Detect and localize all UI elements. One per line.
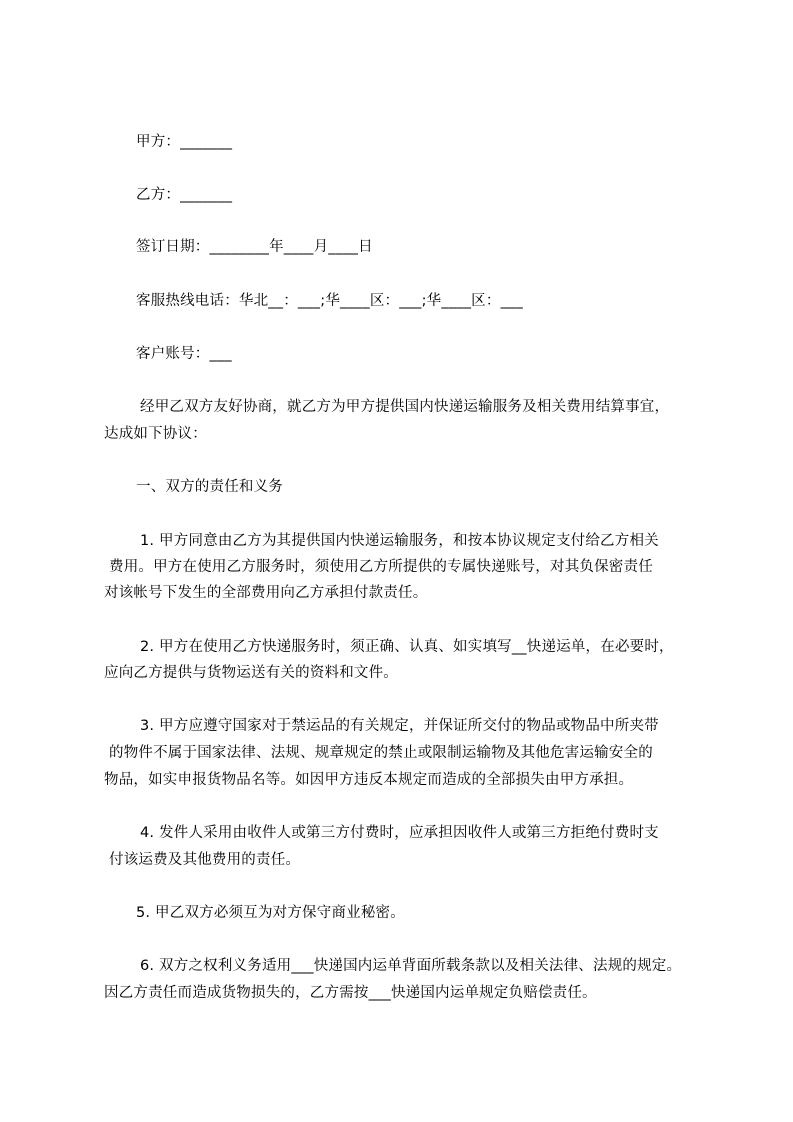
clause-3-line-1: 3. 甲方应遵守国家对于禁运品的有关规定，并保证所交付的物品或物品中所夹带 xyxy=(140,718,659,734)
clause-6-line-2: 因乙方责任而造成货物损失的，乙方需按___快递国内运单规定负赔偿责任。 xyxy=(104,985,597,1001)
hotline-field: 客服热线电话：华北__：___;华____区：___;华____区：___ xyxy=(136,293,523,309)
clause-1-line-1: 1. 甲方同意由乙方为其提供国内快递运输服务，和按本协议规定支付给乙方相关 xyxy=(140,533,659,549)
intro-paragraph-line-2: 达成如下协议： xyxy=(104,426,207,442)
clause-2-line-1: 2. 甲方在使用乙方快递服务时，须正确、认真、如实填写__快递运单，在必要时， xyxy=(140,639,674,655)
clause-5-line-1: 5. 甲乙双方必须互为对方保守商业秘密。 xyxy=(136,905,405,921)
sign-date-field: 签订日期：________年____月____日 xyxy=(136,239,373,255)
party-b-field: 乙方：_______ xyxy=(136,187,233,203)
clause-1-line-2: 费用。甲方在使用乙方服务时，须使用乙方所提供的专属快递账号，对其负保密责任 xyxy=(109,559,653,575)
clause-6-line-1: 6. 双方之权利义务适用___快递国内运单背面所载条款以及相关法律、法规的规定。 xyxy=(140,958,682,974)
clause-4-line-2: 付该运费及其他费用的责任。 xyxy=(109,852,301,868)
section-title: 一、双方的责任和义务 xyxy=(136,479,283,495)
account-field: 客户账号：___ xyxy=(136,346,232,362)
clause-1-line-3: 对该帐号下发生的全部费用向乙方承担付款责任。 xyxy=(104,585,428,601)
clause-3-line-2: 的物件不属于国家法律、法规、规章规定的禁止或限制运输物及其他危害运输安全的 xyxy=(109,745,653,761)
clause-4-line-1: 4. 发件人采用由收件人或第三方付费时，应承担因收件人或第三方拒绝付费时支 xyxy=(140,825,659,841)
party-a-field: 甲方：_______ xyxy=(136,134,233,150)
clause-3-line-3: 物品，如实申报货物品名等。如因甲方违反本规定而造成的全部损失由甲方承担。 xyxy=(104,772,634,788)
intro-paragraph-line-1: 经甲乙双方友好协商，就乙方为甲方提供国内快递运输服务及相关费用结算事宜， xyxy=(140,399,670,415)
clause-2-line-2: 应向乙方提供与货物运送有关的资料和文件。 xyxy=(104,665,398,681)
